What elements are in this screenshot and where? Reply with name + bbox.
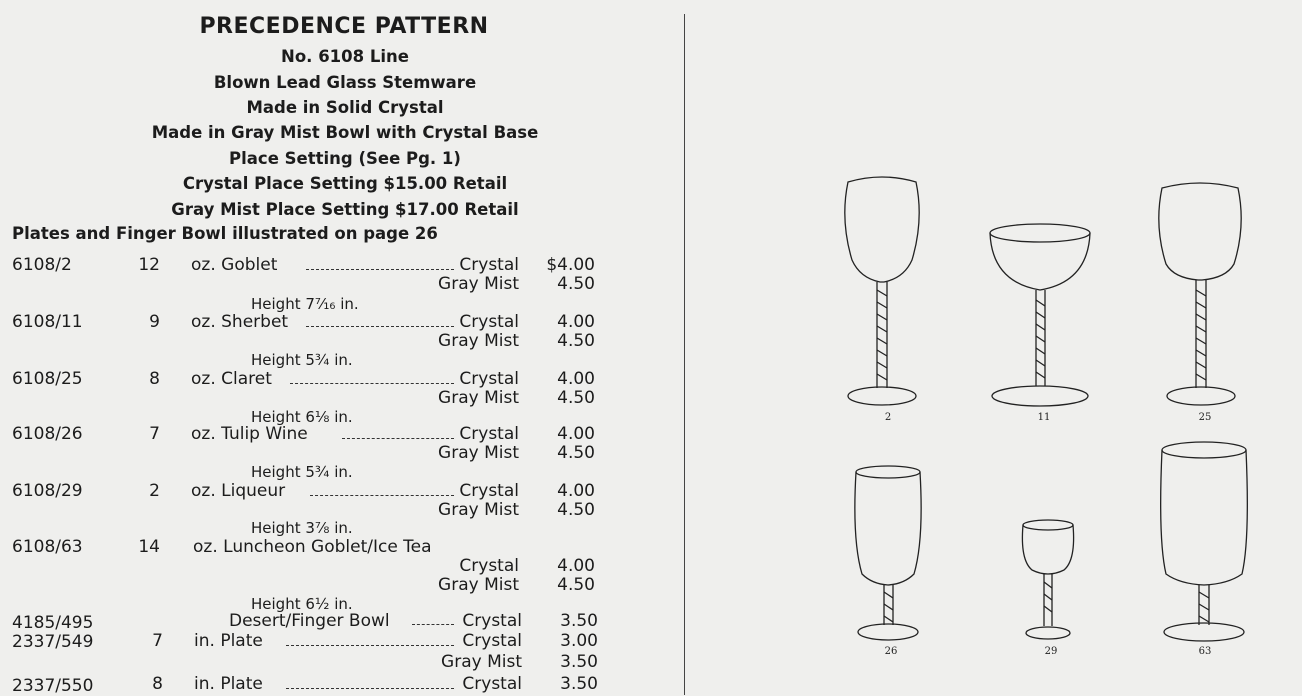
item-size: 14: [138, 537, 160, 557]
place-setting-note: Place Setting (See Pg. 1): [229, 149, 461, 168]
crystal-price: 4.00: [557, 312, 595, 332]
line-number: No. 6108 Line: [281, 47, 409, 66]
mist-price: 4.50: [557, 575, 595, 595]
figure-label-11: 11: [1037, 412, 1051, 423]
crystal-label: Crystal: [462, 611, 522, 631]
item-unit: oz.: [191, 255, 216, 275]
item-name: Tulip Wine: [221, 424, 308, 444]
item-code: 2337/550: [12, 676, 94, 696]
sherbet-drawing: [990, 224, 1090, 406]
figure-label-2: 2: [884, 412, 892, 423]
item-code: 6108/29: [12, 481, 83, 501]
item-height: Height 3⅞ in.: [251, 519, 353, 537]
mist-label: Gray Mist: [438, 575, 519, 595]
item-size: 7: [152, 631, 163, 651]
item-unit: oz.: [191, 481, 216, 501]
mist-label: Gray Mist: [438, 388, 519, 408]
solid-crystal-note: Made in Solid Crystal: [246, 98, 444, 117]
plates-note: Plates and Finger Bowl illustrated on page 26: [12, 224, 438, 243]
mist-price: 4.50: [557, 274, 595, 294]
item-height: Height 6⅛ in.: [251, 408, 353, 426]
crystal-label: Crystal: [462, 631, 522, 651]
page-gutter-line: [684, 14, 685, 695]
item-name-tulip-wine: [191, 424, 308, 444]
crystal-price: 4.00: [557, 481, 595, 501]
crystal-price: 4.00: [557, 556, 595, 576]
item-size: 8: [152, 674, 163, 694]
mist-price: 3.50: [560, 652, 598, 672]
item-name-luncheon-goblet: [193, 537, 432, 557]
mist-label: Gray Mist: [438, 274, 519, 294]
crystal-price: 3.50: [560, 674, 598, 694]
item-unit: in.: [194, 674, 215, 694]
item-name: Luncheon Goblet/Ice Tea: [223, 537, 432, 557]
mist-price: 4.50: [557, 388, 595, 408]
page-title: PRECEDENCE PATTERN: [199, 14, 489, 39]
liqueur-drawing: [1022, 520, 1073, 639]
mist-price: 4.50: [557, 500, 595, 520]
mist-label: Gray Mist: [438, 443, 519, 463]
item-unit: oz.: [191, 369, 216, 389]
mist-label: Gray Mist: [438, 500, 519, 520]
item-size: 7: [149, 424, 160, 444]
item-height: Height 5¾ in.: [251, 351, 353, 369]
crystal-label: Crystal: [459, 369, 519, 389]
crystal-price: 3.50: [560, 611, 598, 631]
item-unit: in.: [194, 631, 215, 651]
crystal-price: 4.00: [557, 369, 595, 389]
crystal-label: Crystal: [459, 556, 519, 576]
item-unit: oz.: [193, 537, 218, 557]
item-name-sherbet: [191, 312, 288, 332]
item-code: 6108/11: [12, 312, 83, 332]
item-code: 2337/549: [12, 632, 94, 652]
item-name: Plate: [220, 631, 263, 651]
item-name: Plate: [220, 674, 263, 694]
item-height: Height 6½ in.: [251, 595, 353, 613]
item-height: Height 5¾ in.: [251, 463, 353, 481]
item-name: Sherbet: [221, 312, 289, 332]
stemware-illustration: [800, 160, 1270, 660]
mist-price: 4.50: [557, 331, 595, 351]
mist-price: 4.50: [557, 443, 595, 463]
figure-label-25: 25: [1198, 412, 1212, 423]
luncheon-goblet-drawing: [1161, 442, 1248, 641]
crystal-price: $4.00: [546, 255, 595, 275]
item-code: 6108/63: [12, 537, 83, 557]
glass-type: Blown Lead Glass Stemware: [213, 73, 477, 92]
item-name-goblet: [191, 255, 277, 275]
item-name: Claret: [221, 369, 272, 389]
crystal-price: 3.00: [560, 631, 598, 651]
gray-mist-note: Made in Gray Mist Bowl with Crystal Base: [151, 123, 539, 142]
claret-drawing: [1159, 183, 1241, 405]
item-name-plate-7: [194, 631, 263, 651]
mist-label: Gray Mist: [441, 652, 522, 672]
goblet-drawing: [845, 177, 919, 405]
crystal-label: Crystal: [459, 255, 519, 275]
item-size: 12: [138, 255, 160, 275]
item-unit: oz.: [191, 424, 216, 444]
mist-label: Gray Mist: [438, 331, 519, 351]
figure-label-63: 63: [1198, 646, 1212, 657]
item-size: 8: [149, 369, 160, 389]
item-code: 6108/25: [12, 369, 83, 389]
crystal-label: Crystal: [459, 424, 519, 444]
item-size: 9: [149, 312, 160, 332]
item-name-liqueur: [191, 481, 285, 501]
crystal-label: Crystal: [459, 481, 519, 501]
mist-setting-price: Gray Mist Place Setting $17.00 Retail: [171, 200, 519, 219]
item-name: Liqueur: [221, 481, 286, 501]
item-size: 2: [149, 481, 160, 501]
crystal-label: Crystal: [462, 674, 522, 694]
item-name-claret: [191, 369, 272, 389]
item-code: 6108/26: [12, 424, 83, 444]
tulip-wine-drawing: [855, 466, 921, 640]
item-code: 6108/2: [12, 255, 72, 275]
item-name: Desert/Finger Bowl: [229, 611, 390, 631]
figure-label-26: 26: [884, 646, 898, 657]
item-height: Height 7⁷⁄₁₆ in.: [251, 295, 359, 313]
crystal-price: 4.00: [557, 424, 595, 444]
item-unit: oz.: [191, 312, 216, 332]
crystal-label: Crystal: [459, 312, 519, 332]
item-name-plate-8: [194, 674, 263, 694]
figure-label-29: 29: [1044, 646, 1058, 657]
item-name: Goblet: [221, 255, 278, 275]
crystal-setting-price: Crystal Place Setting $15.00 Retail: [182, 174, 508, 193]
item-code: 4185/495: [12, 613, 94, 633]
